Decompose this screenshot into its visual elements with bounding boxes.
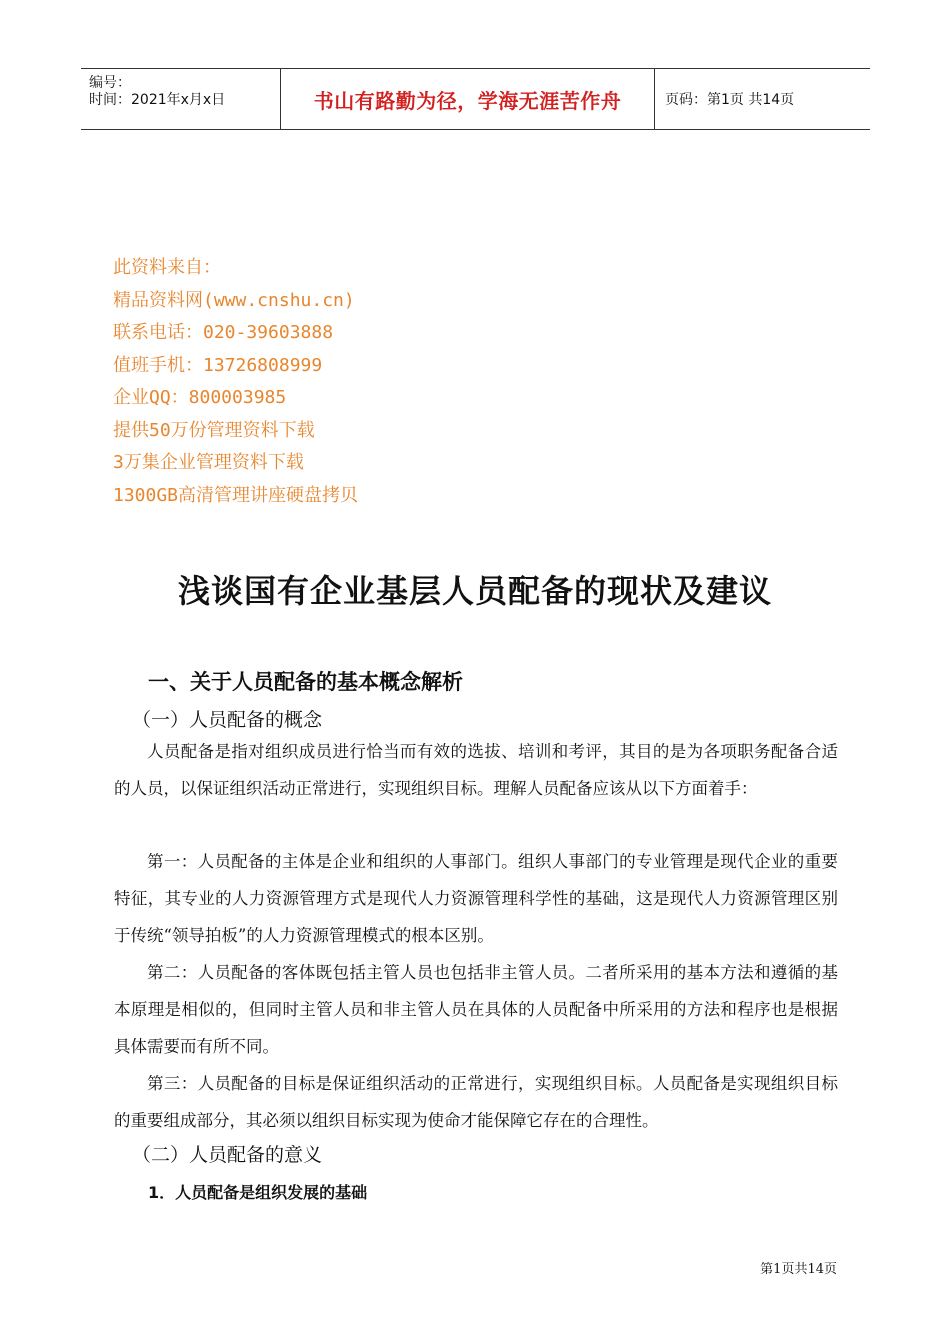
header-motto-cell bbox=[281, 69, 655, 129]
promo-line: 1300GB高清管理讲座硬盘拷贝 bbox=[113, 484, 359, 506]
promo-line: 值班手机：13726808999 bbox=[113, 354, 323, 376]
header-page-cell bbox=[655, 69, 870, 129]
header-table bbox=[81, 68, 870, 130]
section-heading: 一、关于人员配备的基本概念解析 bbox=[148, 670, 463, 694]
subsection-heading-concept: （一）人员配备的概念 bbox=[132, 709, 323, 731]
promo-line: 联系电话：020-39603888 bbox=[113, 322, 334, 343]
header-motto: 书山有路勤为径，学海无涯苦作舟 bbox=[313, 88, 622, 113]
list-item-heading: 1．人员配备是组织发展的基础 bbox=[148, 1183, 368, 1202]
document-date-label: 时间：2021年x月x日 bbox=[89, 92, 226, 108]
subsection-heading-significance: （二）人员配备的意义 bbox=[132, 1144, 323, 1166]
paragraph-first: 第一：人员配备的主体是企业和组织的人事部门。组织人事部门的专业管理是现代企业的重要特征，其专业的人力资源管理方式是现代人力资源管理科学性的基础，这是现代人力资源管理区别于传统“领导拍板”的人力资源管理模式的根本区别。 bbox=[114, 852, 838, 945]
promo-line: 3万集企业管理资料下载 bbox=[113, 452, 304, 473]
header-page-info: 页码：第1页 共14页 bbox=[665, 92, 795, 108]
document-title: 浅谈国有企业基层人员配备的现状及建议 bbox=[177, 572, 772, 610]
header-meta-cell bbox=[81, 69, 281, 129]
paragraph-definition: 人员配备是指对组织成员进行恰当而有效的选拔、培训和考评，其目的是为各项职务配备合适的人员，以保证组织活动正常进行，实现组织目标。理解人员配备应该从以下方面着手： bbox=[114, 742, 838, 798]
document-number-label: 编号： bbox=[89, 75, 131, 91]
paragraph-second: 第二：人员配备的客体既包括主管人员也包括非主管人员。二者所采用的基本方法和遵循的基本原理是相似的，但同时主管人员和非主管人员在具体的人员配备中所采用的方法和程序也是根据具体需要而有所不同。 bbox=[114, 963, 838, 1056]
promo-line: 提供50万份管理资料下载 bbox=[113, 419, 315, 441]
page-footer: 第1页共14页 bbox=[760, 1262, 837, 1277]
promo-line: 企业QQ：800003985 bbox=[113, 387, 287, 408]
paragraph-third: 第三：人员配备的目标是保证组织活动的正常进行，实现组织目标。人员配备是实现组织目标的重要组成部分，其必须以组织目标实现为使命才能保障它存在的合理性。 bbox=[114, 1074, 838, 1130]
promo-line: 精品资料网(www.cnshu.cn) bbox=[113, 289, 355, 311]
promo-line: 此资料来自： bbox=[113, 257, 221, 278]
promo-block bbox=[113, 252, 358, 512]
